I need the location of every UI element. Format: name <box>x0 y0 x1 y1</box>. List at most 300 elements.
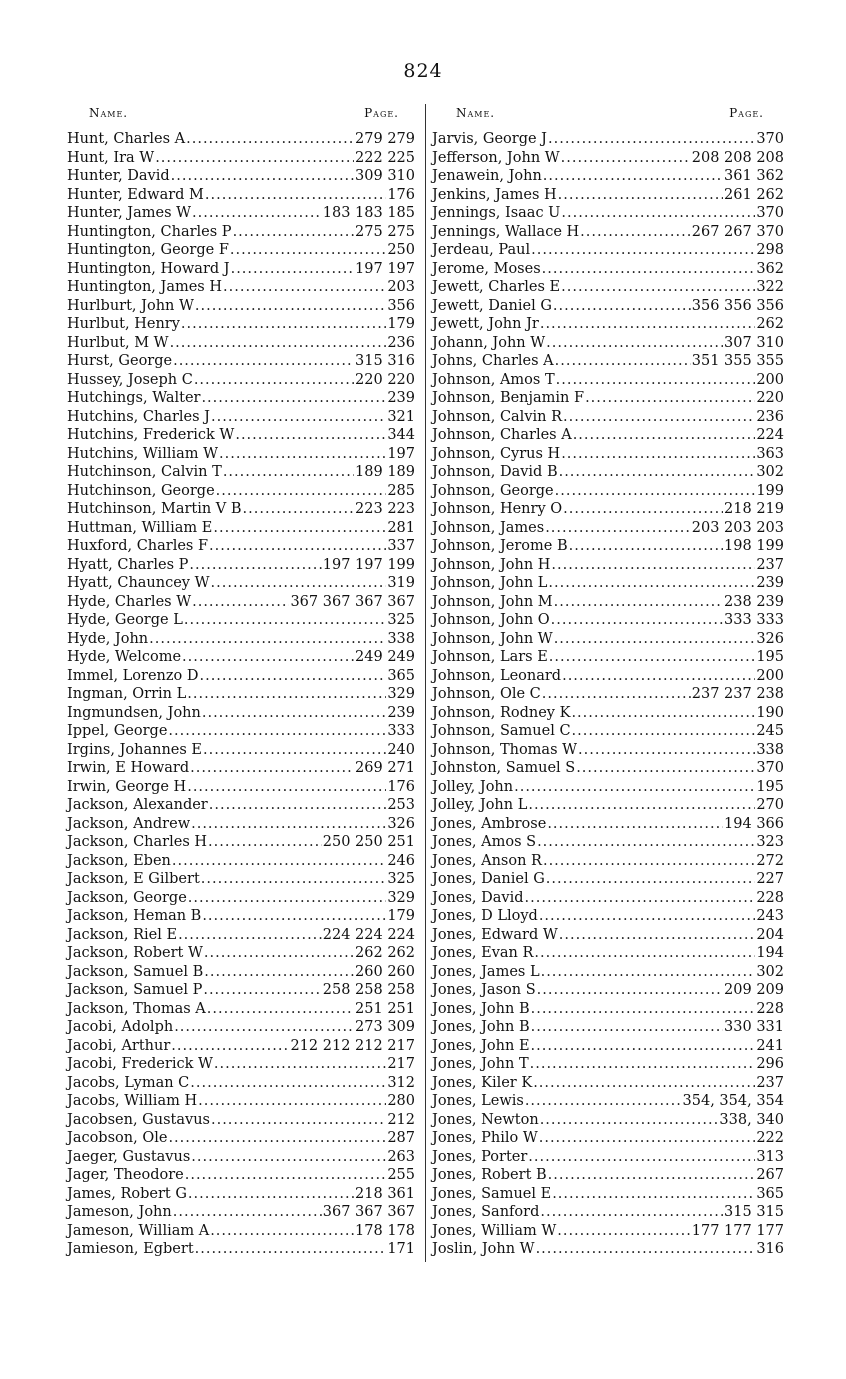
entry-name: Huxford, Charles F <box>67 538 209 554</box>
entry-pages: 240 <box>387 741 415 758</box>
index-entry <box>432 371 784 390</box>
index-entry <box>432 260 784 279</box>
entry-pages: 281 <box>387 519 415 536</box>
dot-leader <box>203 741 386 760</box>
entry-pages: 285 <box>387 482 415 499</box>
entry-name: Jones, Evan R <box>432 945 534 961</box>
entry-name: Irwin, George H <box>67 778 187 795</box>
entry-pages: 313 <box>756 1148 784 1165</box>
index-entry <box>432 611 784 630</box>
dot-leader <box>525 889 756 908</box>
index-entry <box>67 241 415 260</box>
dot-leader <box>230 241 386 260</box>
dot-leader <box>173 352 354 371</box>
entry-name: Jones, Robert B <box>432 1167 547 1183</box>
entry-name: Jones, Jason S <box>432 982 536 998</box>
dot-leader <box>235 426 386 445</box>
entry-pages: 362 <box>756 260 784 277</box>
index-entry <box>432 648 784 667</box>
entry-name: Jones, Samuel E <box>432 1185 552 1202</box>
index-entry <box>67 1000 415 1019</box>
dot-leader <box>213 519 386 538</box>
dot-leader <box>195 1240 387 1259</box>
index-entry <box>432 1129 784 1148</box>
dot-leader <box>191 815 386 834</box>
entry-pages: 238 239 <box>724 593 784 610</box>
dot-leader <box>219 445 386 464</box>
dot-leader <box>155 149 354 168</box>
entry-name: Johann, John W <box>432 334 546 351</box>
entry-name: Huntington, Howard J <box>67 260 230 277</box>
entry-pages: 236 <box>756 408 784 425</box>
index-entry <box>432 1222 784 1241</box>
dot-leader <box>211 574 387 593</box>
entry-pages: 365 <box>387 667 415 684</box>
index-entry <box>432 685 784 704</box>
index-entry <box>67 278 415 297</box>
entry-pages: 370 <box>756 760 784 776</box>
index-entry <box>67 1111 415 1130</box>
dot-leader <box>536 1240 756 1259</box>
index-entry <box>432 722 784 741</box>
index-entry <box>432 630 784 649</box>
entry-pages: 179 <box>387 908 415 924</box>
entry-pages: 190 <box>756 704 784 721</box>
entry-pages: 176 <box>387 186 415 203</box>
dot-leader <box>188 1185 354 1204</box>
index-entry <box>432 1018 784 1037</box>
dot-leader <box>558 186 723 205</box>
dot-leader <box>545 519 691 538</box>
entry-pages: 243 <box>756 908 784 924</box>
dot-leader <box>170 334 387 353</box>
entry-pages: 228 <box>756 889 784 906</box>
index-entry <box>432 1055 784 1074</box>
index-entry <box>67 334 415 353</box>
entry-name: Jacobson, Ole <box>67 1130 168 1146</box>
entry-name: Hunter, James W <box>67 205 192 221</box>
entry-name: Johns, Charles A <box>432 353 554 369</box>
entry-pages: 367 367 367 <box>322 1204 415 1220</box>
entry-name: Hunter, David <box>67 168 170 184</box>
entry-pages: 218 361 <box>355 1185 415 1202</box>
entry-name: Jones, Ambrose <box>432 815 547 832</box>
index-entry <box>432 167 784 186</box>
index-entry <box>432 907 784 926</box>
entry-name: Johnson, James <box>432 519 545 536</box>
dot-leader <box>208 833 322 852</box>
entry-name: Johnson, David B <box>432 464 558 480</box>
dot-leader <box>210 1222 354 1241</box>
entry-name: Johnson, Samuel C <box>432 723 571 739</box>
entry-pages: 183 183 185 <box>322 205 415 221</box>
entry-pages: 315 315 <box>724 1204 784 1220</box>
entry-name: Johnson, Rodney K <box>432 704 571 721</box>
dot-leader <box>585 389 755 408</box>
entry-name: Johnson, Charles A <box>432 427 572 443</box>
entry-pages: 245 <box>756 723 784 739</box>
entry-pages: 326 <box>756 630 784 647</box>
entry-pages: 194 <box>756 945 784 961</box>
entry-name: Jager, Theodore <box>67 1167 184 1183</box>
entry-pages: 253 <box>387 797 415 813</box>
index-entry <box>67 981 415 1000</box>
entry-name: Jackson, Alexander <box>67 797 208 813</box>
dot-leader <box>537 833 755 852</box>
index-entry <box>432 1037 784 1056</box>
right-column-header <box>432 106 784 130</box>
dot-leader <box>192 204 322 223</box>
entry-pages: 325 <box>387 612 415 628</box>
dot-leader <box>205 186 386 205</box>
dot-leader <box>553 297 691 316</box>
entry-name: Ingmundsen, John <box>67 704 201 721</box>
entry-pages: 223 223 <box>355 501 415 517</box>
dot-leader <box>211 408 386 427</box>
entry-name: Ippel, George <box>67 723 168 739</box>
dot-leader <box>563 408 755 427</box>
entry-pages: 198 199 <box>724 538 784 554</box>
entry-name: Jackson, George <box>67 889 187 906</box>
entry-pages: 239 <box>387 390 415 406</box>
dot-leader <box>531 1037 756 1056</box>
dot-leader <box>547 815 723 834</box>
entry-name: Jewett, Daniel G <box>432 297 552 314</box>
entry-pages: 354, 354, 354 <box>682 1093 784 1109</box>
entry-name: Hutchinson, Martin V B <box>67 501 242 517</box>
index-entry <box>67 204 415 223</box>
dot-leader <box>171 1037 289 1056</box>
index-entry <box>432 186 784 205</box>
index-entry <box>432 482 784 501</box>
index-entry <box>432 1000 784 1019</box>
entry-pages: 351 355 355 <box>691 353 784 369</box>
entry-pages: 212 <box>387 1111 415 1128</box>
entry-pages: 326 <box>387 815 415 832</box>
entry-name: Jerdeau, Paul <box>432 242 531 258</box>
dot-leader <box>186 130 354 149</box>
index-entry <box>67 1074 415 1093</box>
dot-leader <box>149 630 386 649</box>
dot-leader <box>551 611 723 630</box>
index-entry <box>432 889 784 908</box>
entry-name: Jacobi, Arthur <box>67 1037 171 1054</box>
entry-pages: 325 <box>387 871 415 887</box>
entry-name: Jones, Newton <box>432 1111 539 1128</box>
entry-pages: 356 356 356 <box>691 297 784 314</box>
index-entry <box>432 741 784 760</box>
name-header: Name. <box>89 106 129 120</box>
index-entry <box>432 1185 784 1204</box>
entry-pages: 365 <box>756 1185 784 1202</box>
dot-leader <box>223 278 386 297</box>
entry-pages: 222 <box>756 1130 784 1146</box>
index-entry <box>432 389 784 408</box>
dot-leader <box>554 630 756 649</box>
index-entry <box>67 907 415 926</box>
dot-leader <box>573 426 756 445</box>
index-entry <box>432 352 784 371</box>
right-entry-list <box>432 130 784 1259</box>
index-entry <box>67 1037 415 1056</box>
dot-leader <box>556 371 756 390</box>
dot-leader <box>537 981 723 1000</box>
entry-pages: 237 <box>756 1074 784 1091</box>
entry-pages: 224 <box>756 427 784 443</box>
dot-leader <box>551 556 755 575</box>
entry-pages: 298 <box>756 242 784 258</box>
entry-name: Jones, Amos S <box>432 834 537 850</box>
entry-name: Jewett, Charles E <box>432 279 561 295</box>
entry-name: Jamieson, Egbert <box>67 1241 194 1257</box>
dot-leader <box>214 1055 386 1074</box>
index-entry <box>432 815 784 834</box>
page-header: Page. <box>729 106 764 120</box>
entry-pages: 323 <box>756 834 784 850</box>
index-entry <box>67 352 415 371</box>
dot-leader <box>514 778 755 797</box>
index-entry <box>432 537 784 556</box>
dot-leader <box>187 685 386 704</box>
index-entry <box>67 704 415 723</box>
entry-name: Hurst, George <box>67 353 173 369</box>
index-entry <box>67 630 415 649</box>
entry-pages: 275 275 <box>355 223 415 240</box>
dot-leader <box>539 1129 756 1148</box>
index-entry <box>67 778 415 797</box>
entry-pages: 203 203 203 <box>691 519 784 536</box>
entry-name: Jackson, Robert W <box>67 945 203 961</box>
index-entry <box>67 667 415 686</box>
index-entry <box>432 408 784 427</box>
entry-pages: 329 <box>387 686 415 702</box>
index-entry <box>432 149 784 168</box>
dot-leader <box>534 944 755 963</box>
entry-name: Jennings, Wallace H <box>432 223 580 240</box>
index-entry <box>432 796 784 815</box>
index-entry <box>432 334 784 353</box>
index-entry <box>432 1148 784 1167</box>
entry-name: Johnson, Thomas W <box>432 741 578 758</box>
entry-name: Ingman, Orrin L <box>67 686 187 702</box>
index-entry <box>67 537 415 556</box>
dot-leader <box>195 297 386 316</box>
entry-pages: 356 <box>387 297 415 314</box>
entry-name: Hyatt, Chauncey W <box>67 575 210 591</box>
entry-name: Johnson, John H <box>432 556 551 573</box>
entry-pages: 333 <box>387 723 415 739</box>
index-entry <box>432 297 784 316</box>
index-entry <box>67 556 415 575</box>
entry-pages: 270 <box>756 797 784 813</box>
index-entry <box>67 759 415 778</box>
entry-pages: 250 250 251 <box>322 834 415 850</box>
entry-pages: 312 <box>387 1074 415 1091</box>
entry-pages: 321 <box>387 408 415 425</box>
entry-pages: 246 <box>387 852 415 869</box>
entry-pages: 260 260 <box>355 963 415 980</box>
dot-leader <box>178 926 322 945</box>
dot-leader <box>549 648 756 667</box>
dot-leader <box>546 870 756 889</box>
entry-name: Jefferson, John W <box>432 149 560 166</box>
entry-pages: 237 <box>756 556 784 573</box>
entry-name: Hyatt, Charles P <box>67 556 189 573</box>
index-entry <box>432 1074 784 1093</box>
entry-pages: 361 362 <box>724 168 784 184</box>
entry-pages: 255 <box>387 1167 415 1183</box>
index-entry <box>67 870 415 889</box>
dot-leader <box>543 167 723 186</box>
entry-name: James, Robert G <box>67 1185 187 1202</box>
entry-pages: 237 237 238 <box>691 686 784 702</box>
entry-pages: 217 <box>387 1056 415 1072</box>
entry-name: Jackson, Thomas A <box>67 1000 206 1017</box>
index-entry <box>432 926 784 945</box>
entry-pages: 250 <box>387 242 415 258</box>
index-entry <box>432 704 784 723</box>
entry-pages: 296 <box>756 1056 784 1072</box>
index-entry <box>432 315 784 334</box>
index-entry <box>432 241 784 260</box>
dot-leader <box>528 796 755 815</box>
entry-name: Jenkins, James H <box>432 186 557 203</box>
entry-pages: 199 <box>756 482 784 499</box>
entry-name: Jones, Porter <box>432 1148 528 1165</box>
index-entry <box>67 741 415 760</box>
entry-pages: 338 <box>756 741 784 758</box>
dot-leader <box>209 796 387 815</box>
entry-pages: 279 279 <box>355 131 415 147</box>
entry-pages: 177 177 177 <box>691 1222 784 1239</box>
entry-name: Hunt, Ira W <box>67 149 155 166</box>
dot-leader <box>192 593 289 612</box>
entry-pages: 227 <box>756 871 784 887</box>
entry-name: Jacobsen, Gustavus <box>67 1111 210 1128</box>
entry-name: Jarvis, George J <box>432 131 547 147</box>
dot-leader <box>202 907 386 926</box>
index-entry <box>67 260 415 279</box>
entry-name: Johnson, Ole C <box>432 686 541 702</box>
dot-leader <box>190 759 354 778</box>
dot-leader <box>198 1092 386 1111</box>
entry-name: Jones, Kiler K <box>432 1074 533 1091</box>
dot-leader <box>185 1166 387 1185</box>
right-column <box>432 106 784 1259</box>
entry-pages: 370 <box>756 131 784 147</box>
entry-name: Hutchins, William W <box>67 445 219 462</box>
dot-leader <box>557 1222 691 1241</box>
dot-leader <box>201 389 386 408</box>
index-entry <box>432 870 784 889</box>
index-entry <box>432 833 784 852</box>
entry-pages: 200 <box>756 371 784 388</box>
entry-name: Jones, John B <box>432 1019 530 1035</box>
index-entry <box>67 482 415 501</box>
dot-leader <box>576 759 755 778</box>
index-entry <box>67 815 415 834</box>
index-entry <box>432 426 784 445</box>
index-entry <box>67 1018 415 1037</box>
index-entry <box>67 167 415 186</box>
page-header: Page. <box>364 106 399 120</box>
dot-leader <box>528 1148 755 1167</box>
entry-pages: 267 <box>756 1167 784 1183</box>
entry-pages: 220 <box>756 390 784 406</box>
entry-name: Johnson, John L <box>432 575 548 591</box>
entry-pages: 269 271 <box>355 760 415 776</box>
dot-leader <box>204 963 354 982</box>
entry-name: Jacobi, Adolph <box>67 1019 174 1035</box>
index-entry <box>432 204 784 223</box>
dot-leader <box>243 500 354 519</box>
dot-leader <box>204 944 354 963</box>
left-entry-list <box>67 130 415 1259</box>
index-entry <box>67 833 415 852</box>
index-entry <box>67 796 415 815</box>
entry-pages: 307 310 <box>724 334 784 351</box>
entry-pages: 194 366 <box>724 815 784 832</box>
dot-leader <box>182 648 354 667</box>
entry-name: Jackson, Riel E <box>67 926 178 943</box>
dot-leader <box>203 981 321 1000</box>
entry-name: Jones, David <box>432 889 524 906</box>
dot-leader <box>548 574 755 593</box>
entry-pages: 197 197 <box>355 260 415 277</box>
dot-leader <box>562 667 755 686</box>
dot-leader <box>542 260 756 279</box>
entry-pages: 179 <box>387 316 415 332</box>
dot-leader <box>207 1000 354 1019</box>
column-divider <box>425 104 426 1262</box>
entry-pages: 319 <box>387 575 415 591</box>
entry-pages: 171 <box>387 1241 415 1257</box>
entry-name: Jones, Daniel G <box>432 871 545 887</box>
dot-leader <box>572 722 756 741</box>
entry-name: Jones, Lewis <box>432 1093 524 1109</box>
index-entry <box>67 1092 415 1111</box>
entry-name: Jones, John B <box>432 1000 530 1017</box>
entry-name: Jolley, John L <box>432 797 528 813</box>
entry-name: Jones, William W <box>432 1222 557 1239</box>
entry-pages: 197 <box>387 445 415 462</box>
index-entry <box>432 1092 784 1111</box>
dot-leader <box>541 963 756 982</box>
index-entry <box>67 722 415 741</box>
index-entry <box>432 852 784 871</box>
index-entry <box>67 1129 415 1148</box>
entry-name: Hyde, George L <box>67 612 183 628</box>
entry-pages: 195 <box>756 778 784 795</box>
dot-leader <box>233 223 354 242</box>
dot-leader <box>561 149 691 168</box>
entry-name: Hutchinson, Calvin T <box>67 464 222 480</box>
entry-pages: 203 <box>387 279 415 295</box>
dot-leader <box>539 907 755 926</box>
entry-pages: 363 <box>756 445 784 462</box>
index-entry <box>67 611 415 630</box>
entry-name: Hurlburt, John W <box>67 297 194 314</box>
entry-pages: 239 <box>756 575 784 591</box>
entry-name: Jacobs, Lyman C <box>67 1074 190 1091</box>
entry-pages: 262 262 <box>355 945 415 961</box>
entry-pages: 261 262 <box>724 186 784 203</box>
entry-pages: 251 251 <box>355 1000 415 1017</box>
index-entry <box>432 778 784 797</box>
dot-leader <box>540 1203 723 1222</box>
entry-name: Johnston, Samuel S <box>432 760 576 776</box>
index-entry <box>432 759 784 778</box>
